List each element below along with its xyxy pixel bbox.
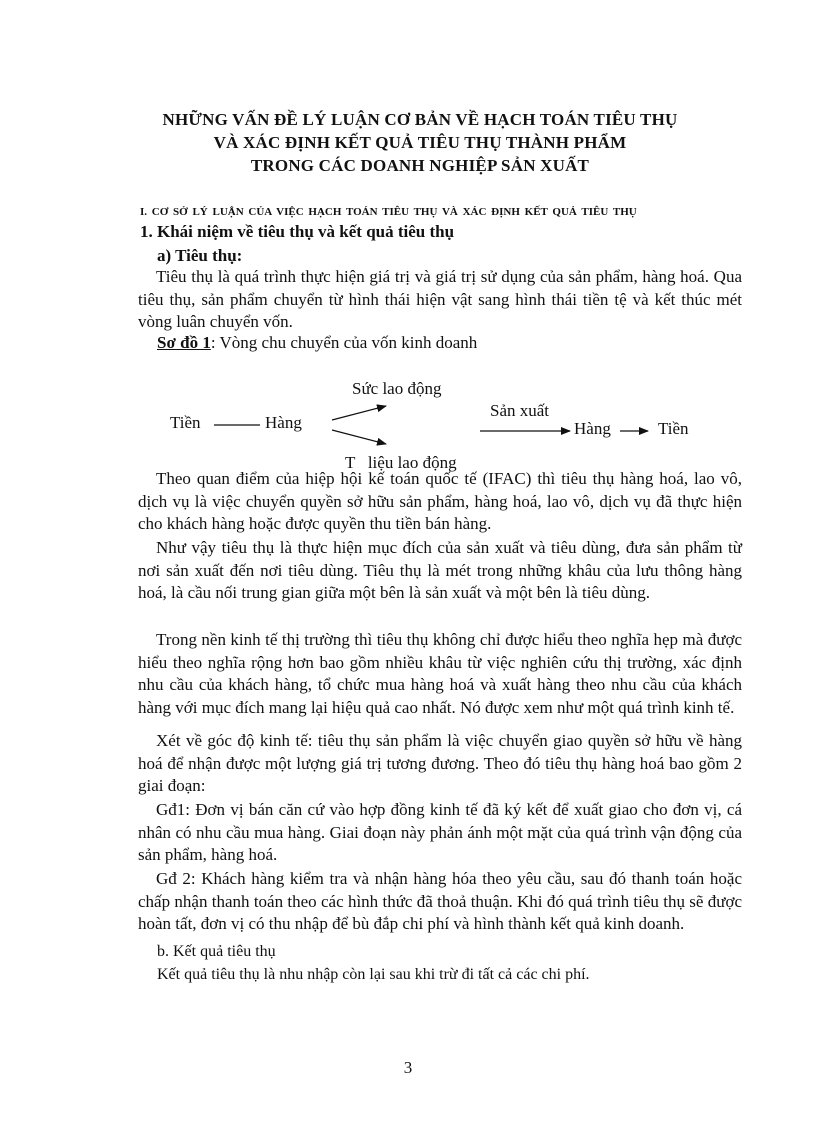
sub-sub-heading: a) Tiêu thụ: — [157, 246, 243, 265]
paragraph-6: Gđ1: Đơn vị bán căn cứ vào hợp đồng kinh tế đã ký kết để xuất giao cho đơn vị, cá nhân có nhu cầu mua hàng. Giai đoạn này phản ánh một mặt của quá trình vận động của sản phẩm, hàng hoá. — [138, 800, 742, 864]
diagram-caption-text: : Vòng chu chuyển của vốn kinh doanh — [210, 333, 478, 352]
diagram-node-hang-2: Hàng — [574, 419, 611, 438]
title-line-1: NHỮNG VẤN ĐỀ LÝ LUẬN CƠ BẢN VỀ HẠCH TOÁN TIÊU THỤ — [162, 110, 678, 129]
paragraph-7: Gđ 2: Khách hàng kiểm tra và nhận hàng hóa theo yêu cầu, sau đó thanh toán hoặc chấp nhận thanh toán theo các hình thức đã thoả thuận. Khi đó quá trình tiêu thụ sẽ được hoàn tất, đơn vị có thu nhập để bù đắp chi phí và hình thành kết quả kinh doanh. — [138, 869, 742, 933]
diagram-arrow-to-suc-lao-dong — [332, 406, 386, 420]
capital-cycle-diagram — [150, 372, 710, 472]
subsection-b-heading: b. Kết quả tiêu thụ — [157, 943, 276, 960]
paragraph-4: Trong nền kinh tế thị trường thì tiêu thụ không chỉ được hiểu theo nghĩa hẹp mà được hiểu theo nghĩa rộng hơn bao gồm nhiều khâu từ việc nghiên cứu thị trường, xác định nhu cầu của khách hàng, tổ chức mua hàng hoá và xuất hàng theo nhu cầu của khách hàng với mục đích mang lại hiệu quả cao nhất. Nó được xem như một quá trình kinh tế. — [138, 630, 742, 717]
diagram-node-hang-1: Hàng — [265, 413, 302, 432]
section-heading: I. CƠ SỞ LÝ LUẬN CỦA VIỆC HẠCH TOÁN TIÊU THỤ VÀ XÁC ĐỊNH KẾT QUẢ TIÊU THỤ — [140, 206, 637, 218]
paragraph-2: Theo quan điểm của hiệp hội kế toán quốc tế (IFAC) thì tiêu thụ hàng hoá, lao vô, dịch vụ là việc chuyển quyền sở hữu sản phẩm, hàng hoá, lao vô, dịch vụ đã thực hiện cho khách hàng hoặc được quyền thu tiền bán hàng. — [138, 469, 742, 533]
title-line-2: VÀ XÁC ĐỊNH KẾT QUẢ TIÊU THỤ THÀNH PHẨM — [213, 133, 627, 152]
diagram-node-san-xuat: Sản xuất — [490, 401, 550, 420]
diagram-caption-label: Sơ đồ 1 — [157, 333, 211, 352]
title-line-3: TRONG CÁC DOANH NGHIỆP SẢN XUẤT — [250, 156, 590, 175]
paragraph-1: Tiêu thụ là quá trình thực hiện giá trị và giá trị sử dụng của sản phẩm, hàng hoá. Qua tiêu thụ, sản phẩm chuyển từ hình thái hiện vật sang hình thái tiền tệ và kết thúc mét vòng luân chuyển vốn. — [138, 267, 742, 331]
document-title — [100, 108, 740, 177]
paragraph-5: Xét về góc độ kinh tế: tiêu thụ sản phẩm là việc chuyển giao quyền sở hữu về hàng hoá để nhận được một lượng giá trị tương đương. Theo đó tiêu thụ hàng hoá bao gồm 2 giai đoạn: — [138, 731, 742, 795]
sub-heading: 1. Khái niệm về tiêu thụ và kết quả tiêu thụ — [140, 222, 455, 241]
page-number: 3 — [403, 1058, 413, 1077]
diagram-node-tien-2: Tiền — [658, 419, 689, 438]
diagram-node-suc-lao-dong: Sức lao động — [352, 379, 442, 398]
diagram-arrow-to-tu-lieu — [332, 430, 386, 444]
diagram-node-tien-1: Tiền — [170, 413, 201, 432]
paragraph-9: Kết quả tiêu thụ là nhu nhập còn lại sau khi trừ đi tất cả các chi phí. — [157, 966, 590, 983]
diagram-node-tu-lieu-lao-dong: T liệu lao động — [345, 453, 457, 472]
paragraph-3: Như vậy tiêu thụ là thực hiện mục đích của sản xuất và tiêu dùng, đưa sản phẩm từ nơi sản xuất đến nơi tiêu dùng. Tiêu thụ là mét trong những khâu của lưu thông hàng hoá, là cầu nối trung gian giữa một bên là sản xuất và một bên là tiêu dùng. — [138, 538, 742, 602]
diagram-caption — [157, 333, 477, 353]
